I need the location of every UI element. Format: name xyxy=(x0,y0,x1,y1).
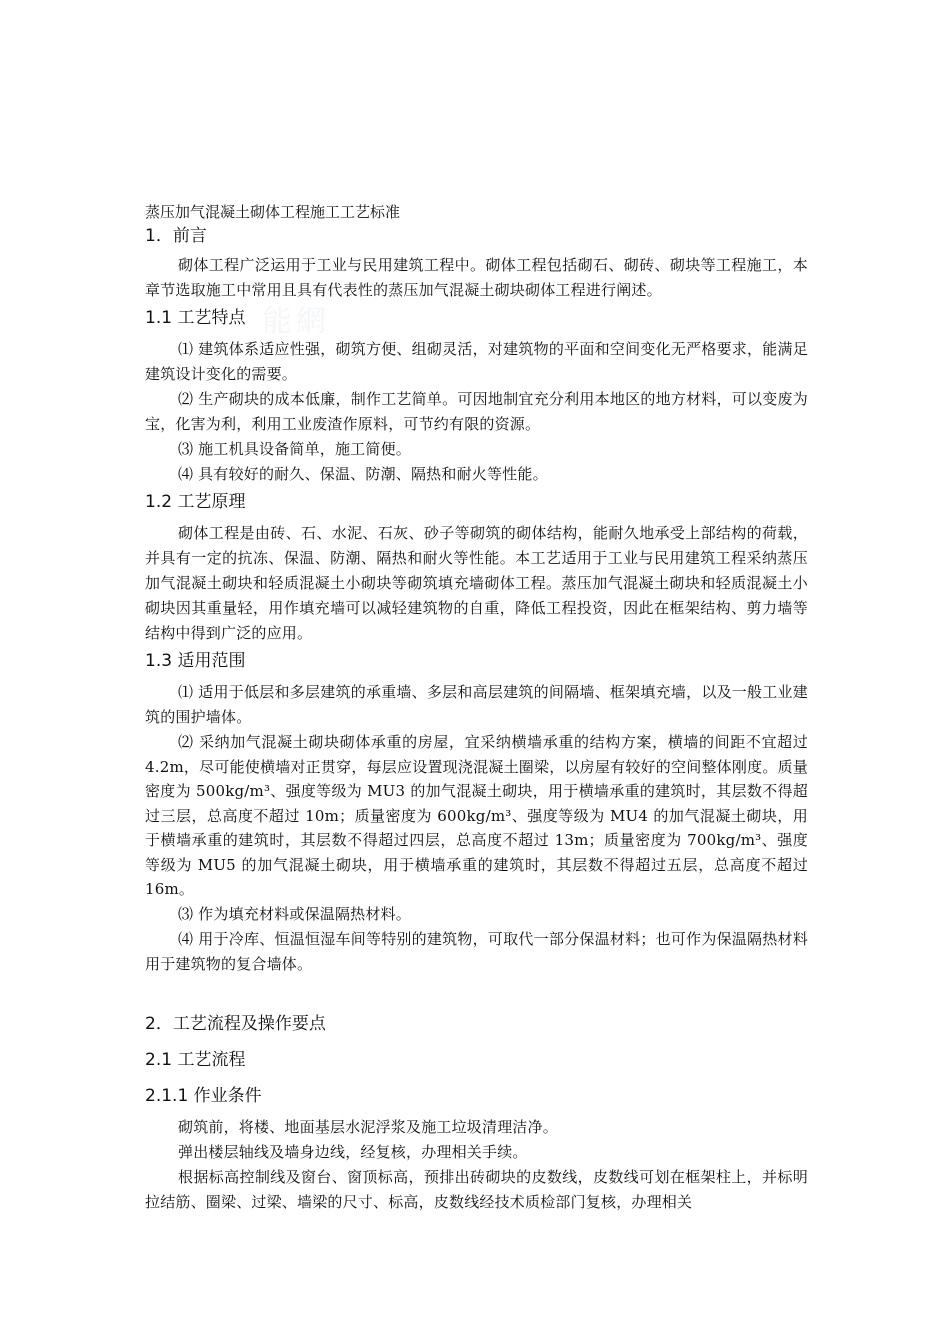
section-1-1-item-2: ⑵ 生产砌块的成本低廉，制作工艺简单。可因地制宜充分利用本地区的地方材料，可以变废为宝，化害为利，利用工业废渣作原料，可节约有限的资源。 xyxy=(145,390,808,433)
section-1-2-heading: 1.2 工艺原理 xyxy=(145,492,246,512)
section-1-3-item-3: ⑶ 作为填充材料或保温隔热材料。 xyxy=(178,904,411,923)
section-1-3-item-1: ⑴ 适用于低层和多层建筑的承重墙、多层和高层建筑的间隔墙、框架填充墙，以及一般工业建筑的围护墙体。 xyxy=(145,683,808,726)
watermark: 能網 xyxy=(262,304,330,339)
section-2-1-1-item-2: 弹出楼层轴线及墙身边线，经复核，办理相关手续。 xyxy=(178,1142,528,1161)
section-1-3-item-2: ⑵ 采纳加气混凝土砌块砌体承重的房屋，宜采纳横墙承重的结构方案，横墙的间距不宜超过 4.2m，尽可能使横墙对正贯穿，每层应设置现浇混凝土圈梁，以房屋有较好的空间整体刚度。质量密度为 500kg/m³、强度等级为 MU3 的加气混凝土砌块，用于横墙承重的建筑时，其层数不得超过三层，总高度不超过 10m；质量密度为 600kg/m³、强度等级为 MU4 的加气混凝土砌块，用于横墙承重的建筑时，其层数不得超过四层，总高度不超过 13m；质量密度为 700kg/m³、强度等级为 MU5 的加气混凝土砌块，用于横墙承重的建筑时，其层数不得超过五层，总高度不超过 16m。 xyxy=(145,733,808,898)
section-2-1-1-heading: 2.1.1 作业条件 xyxy=(145,1085,262,1106)
section-1-3-item-4: ⑷ 用于冷库、恒温恒湿车间等特别的建筑物，可取代一部分保温材料；也可作为保温隔热材料用于建筑物的复合墙体。 xyxy=(145,929,808,973)
section-2-heading: 2．工艺流程及操作要点 xyxy=(145,1013,326,1034)
section-2-1-heading: 2.1 工艺流程 xyxy=(145,1049,246,1070)
section-2-1-1-item-1: 砌筑前，将楼、地面基层水泥浮浆及施工垃圾清理洁净。 xyxy=(178,1117,559,1136)
section-1-1-item-1: ⑴ 建筑体系适应性强，砌筑方便、组砌灵活，对建筑物的平面和空间变化无严格要求，能满足建筑设计变化的需要。 xyxy=(145,340,808,383)
section-1-1-item-4: ⑷ 具有较好的耐久、保温、防潮、隔热和耐火等性能。 xyxy=(178,465,548,483)
section-1-heading: 1．前言 xyxy=(145,226,207,246)
section-1-3-heading: 1.3 适用范围 xyxy=(145,651,246,671)
section-1-1-heading: 1.1 工艺特点 xyxy=(145,308,246,328)
section-1-paragraph: 砌体工程广泛运用于工业与民用建筑工程中。砌体工程包括砌石、砌砖、砌块等工程施工，本章节选取施工中常用且具有代表性的蒸压加气混凝土砌块砌体工程进行阐述。 xyxy=(145,256,808,299)
document-body xyxy=(145,201,808,1215)
section-spacer xyxy=(145,977,808,1001)
document-title: 蒸压加气混凝土砌体工程施工工艺标准 xyxy=(145,203,401,221)
section-1-1-item-3: ⑶ 施工机具设备简单，施工简便。 xyxy=(178,440,411,458)
section-2-1-1-item-3: 根据标高控制线及窗台、窗顶标高，预排出砖砌块的皮数线，皮数线可划在框架柱上，并标明拉结筋、圈梁、过梁、墙梁的尺寸、标高，皮数线经技术质检部门复核，办理相关 xyxy=(145,1167,808,1211)
section-1-2-paragraph: 砌体工程是由砖、石、水泥、石灰、砂子等砌筑的砌体结构，能耐久地承受上部结构的荷载，并具有一定的抗冻、保温、防潮、隔热和耐火等性能。本工艺适用于工业与民用建筑工程采纳蒸压加气混凝土砌块和轻质混凝土小砌块等砌筑填充墙砌体工程。蒸压加气混凝土砌块和轻质混凝土小砌块因其重量轻，用作填充墙可以减轻建筑物的自重，降低工程投资，因此在框架结构、剪力墙等结构中得到广泛的应用。 xyxy=(145,524,808,642)
